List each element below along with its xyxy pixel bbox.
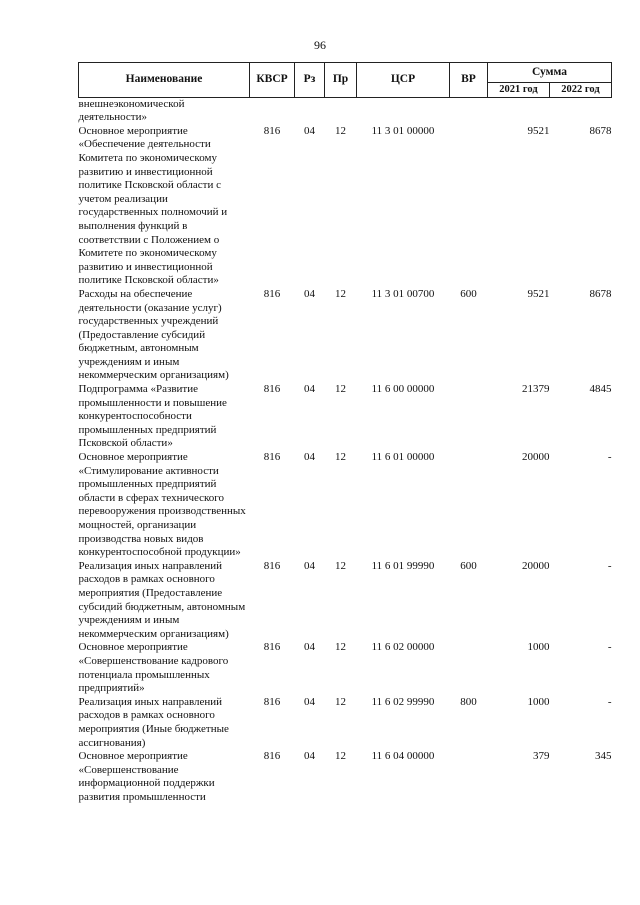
row-csr: 11 6 02 00000	[371, 641, 435, 654]
row-pr: 12	[335, 641, 346, 654]
row-pr: 12	[335, 695, 346, 708]
row-sum-2022: 4845	[589, 383, 612, 396]
row-kvsr: 816	[263, 124, 281, 137]
table-row	[79, 451, 612, 560]
row-pr: 12	[335, 383, 346, 396]
row-vr	[450, 451, 488, 560]
row-sum-2022	[550, 97, 612, 125]
row-kvsr: 816	[263, 451, 281, 464]
row-sum-2021: 379	[533, 750, 550, 763]
header-sum: Сумма	[488, 63, 612, 83]
row-vr	[450, 383, 488, 451]
row-vr: 800	[460, 695, 477, 708]
row-sum-2021: 21379	[522, 383, 550, 396]
row-name: Расходы на обеспечение деятельности (оказание услуг) государственных учреждений (Предоставление субсидий бюджетным, автономным учреждениям и иным некоммерческим организациям)	[78, 287, 229, 382]
row-rz: 04	[304, 124, 315, 137]
row-pr: 12	[335, 451, 346, 464]
row-pr: 12	[335, 750, 346, 763]
row-sum-2022: 8678	[589, 124, 612, 137]
row-kvsr: 816	[263, 641, 281, 654]
row-pr: 12	[335, 559, 346, 572]
row-vr	[450, 750, 488, 804]
row-rz: 04	[304, 695, 315, 708]
row-sum-2021: 1000	[527, 641, 550, 654]
header-vr: ВР	[450, 63, 488, 98]
row-sum-2022: 345	[595, 750, 612, 763]
row-name: Основное мероприятие «Совершенствование информационной поддержки развития промышленности	[78, 750, 215, 803]
row-csr: 11 3 01 00700	[371, 287, 435, 300]
header-year-2021: 2021 год	[488, 83, 550, 98]
table-row	[79, 696, 612, 750]
budget-table	[78, 62, 612, 804]
row-csr: 11 3 01 00000	[371, 124, 435, 137]
row-rz: 04	[304, 750, 315, 763]
row-csr	[357, 97, 450, 125]
header-name: Наименование	[79, 63, 250, 98]
table-row	[79, 383, 612, 451]
row-sum-2021	[488, 97, 550, 125]
page-number: 96	[314, 38, 326, 52]
row-sum-2022: -	[607, 559, 612, 572]
table-body	[79, 97, 612, 804]
row-rz: 04	[304, 559, 315, 572]
table-row	[79, 560, 612, 642]
header-year-2022: 2022 год	[550, 83, 612, 98]
row-csr: 11 6 01 00000	[371, 451, 435, 464]
header-pr: Пр	[325, 63, 357, 98]
row-csr: 11 6 02 99990	[371, 695, 435, 708]
row-csr: 11 6 00 00000	[371, 383, 435, 396]
row-sum-2021: 9521	[527, 287, 550, 300]
row-pr: 12	[335, 287, 346, 300]
row-name: внешнеэкономической деятельности»	[78, 97, 185, 124]
row-sum-2021: 9521	[527, 124, 550, 137]
table-row	[79, 641, 612, 695]
row-rz: 04	[304, 641, 315, 654]
row-vr: 600	[460, 559, 477, 572]
row-kvsr	[250, 97, 295, 125]
row-pr: 12	[335, 124, 346, 137]
row-sum-2021: 20000	[522, 559, 550, 572]
header-csr: ЦСР	[357, 63, 450, 98]
row-sum-2022: -	[607, 695, 612, 708]
row-csr: 11 6 01 99990	[371, 559, 435, 572]
row-vr	[450, 641, 488, 695]
row-name: Основное мероприятие «Обеспечение деятельности Комитета по экономическому развитию и инвестиционной политике Псковской области с учетом реализации государственных полномочий и выполнения функций в соответствии с Положением о Комитете по экономическому развитию и инвестиционной политике Псковской области»	[78, 124, 228, 287]
row-vr	[450, 125, 488, 288]
row-kvsr: 816	[263, 750, 281, 763]
row-name: Основное мероприятие «Стимулирование активности промышленных предприятий области в сферах технического перевооружения производственных мощностей, организации производства новых видов конкурентоспособной продукции»	[78, 451, 246, 559]
row-sum-2021: 1000	[527, 695, 550, 708]
row-rz	[295, 97, 325, 125]
table-row	[79, 750, 612, 804]
row-vr	[450, 97, 488, 125]
header-rz: Рз	[295, 63, 325, 98]
table-row	[79, 288, 612, 383]
row-rz: 04	[304, 451, 315, 464]
header-kvsr: КВСР	[250, 63, 295, 98]
row-sum-2022: -	[607, 451, 612, 464]
row-pr	[325, 97, 357, 125]
row-name: Реализация иных направлений расходов в рамках основного мероприятия (Иные бюджетные ассигнования)	[78, 695, 229, 749]
row-rz: 04	[304, 383, 315, 396]
row-kvsr: 816	[263, 383, 281, 396]
row-kvsr: 816	[263, 287, 281, 300]
table-row	[79, 97, 612, 125]
row-name: Основное мероприятие «Совершенствование кадрового потенциала промышленных предприятий»	[78, 641, 229, 695]
row-name: Подпрограмма «Развитие промышленности и повышение конкурентоспособности промышленных предприятий Псковской области»	[78, 383, 227, 450]
row-name: Реализация иных направлений расходов в рамках основного мероприятия (Предоставление субсидий бюджетным, автономным учреждениям и иным некоммерческим организациям)	[78, 559, 246, 640]
table-header	[79, 63, 612, 98]
row-sum-2021: 20000	[522, 451, 550, 464]
row-kvsr: 816	[263, 559, 281, 572]
table-row	[79, 125, 612, 288]
row-kvsr: 816	[263, 695, 281, 708]
row-sum-2022: -	[607, 641, 612, 654]
row-csr: 11 6 04 00000	[371, 750, 435, 763]
row-vr: 600	[460, 287, 477, 300]
row-sum-2022: 8678	[589, 287, 612, 300]
row-rz: 04	[304, 287, 315, 300]
